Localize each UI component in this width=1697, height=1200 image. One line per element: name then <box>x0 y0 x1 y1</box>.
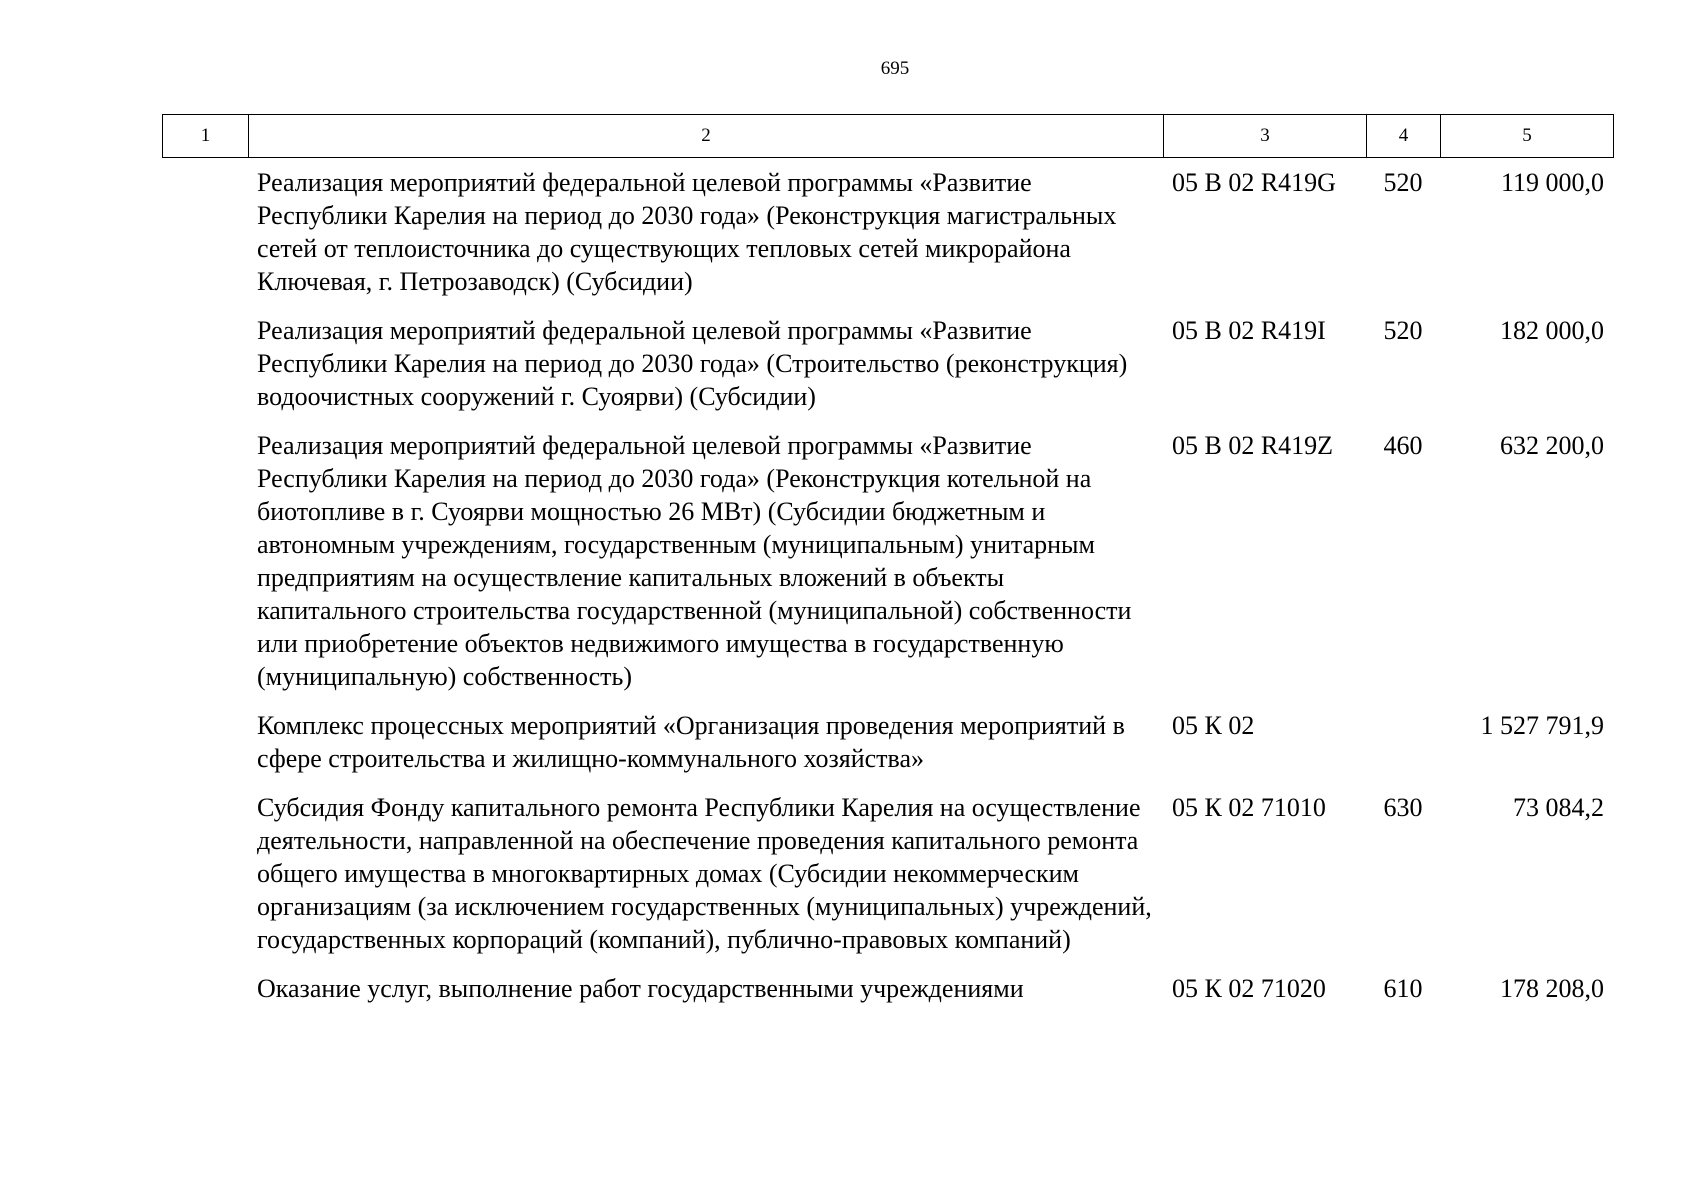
row-description: Комплекс процессных мероприятий «Организация проведения мероприятий в сфере строительства и жилищно-коммунального хозяйства» <box>257 711 1125 773</box>
row-expense-type: 520 <box>1383 316 1423 345</box>
empty-cell <box>162 429 248 709</box>
row-description: Реализация мероприятий федеральной целевой программы «Развитие Республики Карелия на период до 2030 года» (Реконструкция котельной на биотопливе в г. Суоярви мощностью 26 МВт) (Субсидии бюджетным и автономным учреждениям, государственным (муниципальным) унитарным предприятиям на осуществление капитальных вложений в объекты капитального строительства государственной (муниципальной) собственности или приобретение объектов недвижимого имущества в государственную (муниципальную) собственность) <box>257 431 1132 691</box>
column-number-5: 5 <box>1441 115 1614 158</box>
table-row <box>162 709 1613 791</box>
row-code: 05 В 02 R419Z <box>1172 431 1334 460</box>
column-number-4: 4 <box>1367 115 1441 158</box>
column-header-row <box>162 114 1614 158</box>
page-number: 695 <box>880 58 910 79</box>
table-row <box>162 166 1613 314</box>
table-row <box>162 314 1613 429</box>
row-description: Реализация мероприятий федеральной целевой программы «Развитие Республики Карелия на период до 2030 года» (Реконструкция магистральных сетей от теплоисточника до существующих тепловых сетей микрорайона Ключевая, г. Петрозаводск) (Субсидии) <box>257 168 1117 296</box>
row-amount: 73 084,2 <box>1513 793 1604 822</box>
row-amount: 632 200,0 <box>1500 431 1604 460</box>
row-description: Субсидия Фонду капитального ремонта Республики Карелия на осуществление деятельности, направленной на обеспечение проведения капитального ремонта общего имущества в многоквартирных домах (Субсидии некоммерческим организациям (за исключением государственных (муниципальных) учреждений, государственных корпораций (компаний), публично-правовых компаний) <box>257 793 1152 954</box>
table-row <box>162 972 1613 1021</box>
table-row <box>162 791 1613 972</box>
empty-cell <box>162 709 248 791</box>
budget-table <box>162 166 1613 1021</box>
row-amount: 182 000,0 <box>1500 316 1604 345</box>
row-expense-type: 460 <box>1383 431 1423 460</box>
row-code: 05 В 02 R419G <box>1172 168 1336 197</box>
column-number-3: 3 <box>1164 115 1367 158</box>
row-code: 05 К 02 <box>1172 711 1255 740</box>
row-expense-type: 610 <box>1383 974 1423 1003</box>
empty-cell <box>162 314 248 429</box>
row-description: Оказание услуг, выполнение работ государственными учреждениями <box>257 974 1024 1003</box>
empty-cell <box>162 972 248 1021</box>
column-number-1: 1 <box>163 115 249 158</box>
row-expense-type: 520 <box>1383 168 1423 197</box>
row-amount: 1 527 791,9 <box>1480 711 1604 740</box>
row-amount: 119 000,0 <box>1500 168 1604 197</box>
column-number-2: 2 <box>249 115 1164 158</box>
row-description: Реализация мероприятий федеральной целевой программы «Развитие Республики Карелия на период до 2030 года» (Строительство (реконструкция) водоочистных сооружений г. Суоярви) (Субсидии) <box>257 316 1128 411</box>
row-code: 05 К 02 71020 <box>1172 974 1326 1003</box>
row-code: 05 В 02 R419I <box>1172 316 1326 345</box>
empty-cell <box>162 791 248 972</box>
empty-cell <box>162 166 248 314</box>
row-expense-type: 630 <box>1383 793 1423 822</box>
row-expense-type <box>1366 709 1440 791</box>
row-amount: 178 208,0 <box>1500 974 1604 1003</box>
row-code: 05 К 02 71010 <box>1172 793 1326 822</box>
table-row <box>162 429 1613 709</box>
